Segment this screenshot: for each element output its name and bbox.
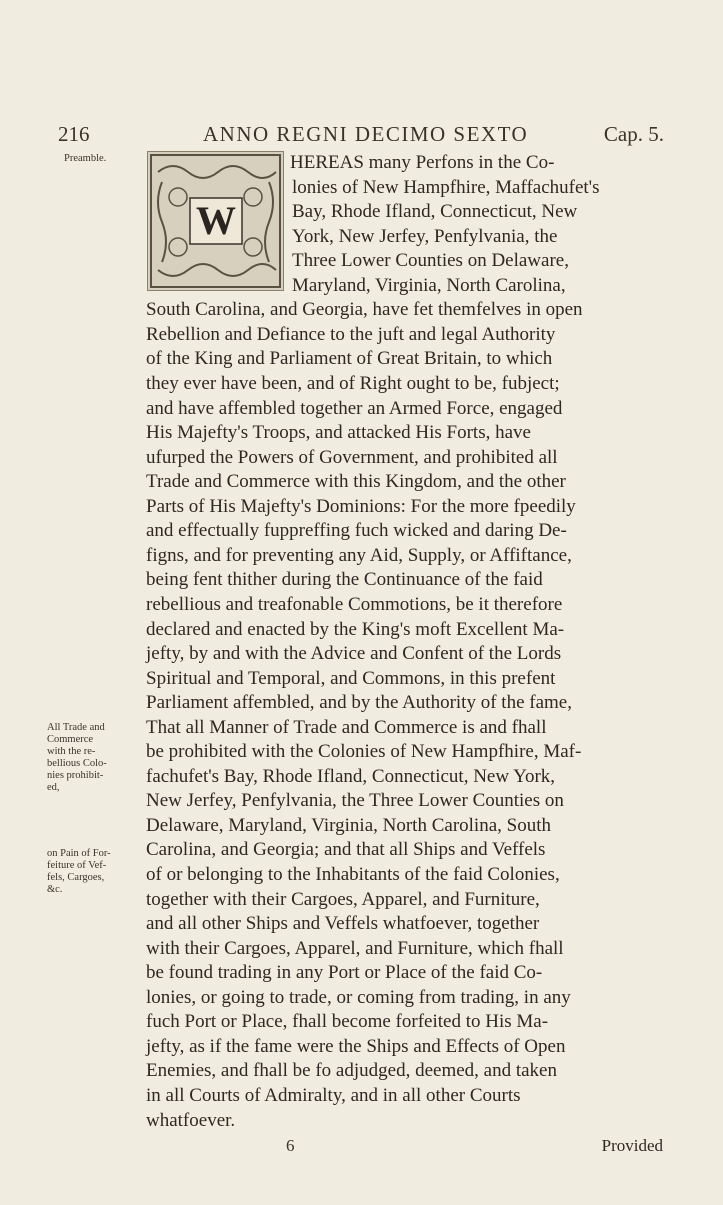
margin-note-forfeiture: on Pain of For- feiture of Vef- fels, Cargoes, &c. bbox=[47, 848, 111, 895]
text-line: Maryland, Virginia, North Carolina, bbox=[292, 274, 566, 296]
text-line: fuch Port or Place, fhall become forfeited to His Ma- bbox=[146, 1011, 549, 1033]
running-title: ANNO REGNI DECIMO SEXTO bbox=[203, 122, 529, 146]
text-line: Bay, Rhode Ifland, Connecticut, New bbox=[292, 201, 578, 223]
text-line: figns, and for preventing any Aid, Supply, or Affiftance, bbox=[146, 544, 572, 566]
text-line: jefty, as if the fame were the Ships and Effects of Open bbox=[146, 1035, 566, 1057]
text-line: Carolina, and Georgia; and that all Ships and Veffels bbox=[146, 839, 546, 861]
margin-note-preamble: Preamble. bbox=[64, 153, 107, 164]
text-line: be prohibited with the Colonies of New Hampfhire, Maf- bbox=[146, 741, 582, 763]
margin-note-trade-prohibited: All Trade and Commerce with the re- bellious Colo- nies prohibit- ed, bbox=[47, 722, 107, 793]
text-line: ufurped the Powers of Government, and prohibited all bbox=[146, 446, 558, 468]
text-line: lonies of New Hampfhire, Maffachufet's bbox=[292, 176, 600, 198]
text-line: HEREAS many Perfons in the Co- bbox=[290, 152, 555, 173]
text-line: be found trading in any Port or Place of the faid Co- bbox=[146, 962, 543, 984]
text-line: Three Lower Counties on Delaware, bbox=[292, 250, 569, 272]
decorated-initial-icon bbox=[147, 151, 284, 291]
text-line: fachufet's Bay, Rhode Ifland, Connecticut, New York, bbox=[146, 765, 556, 787]
text-line: New Jerfey, Penfylvania, the Three Lower Counties on bbox=[146, 790, 564, 812]
text-line: in all Courts of Admiralty, and in all other Courts bbox=[146, 1084, 521, 1106]
text-line: with their Cargoes, Apparel, and Furniture, which fhall bbox=[146, 937, 564, 959]
text-line: Parliament affembled, and by the Authority of the fame, bbox=[146, 692, 572, 714]
text-line: Enemies, and fhall be fo adjudged, deemed, and taken bbox=[146, 1060, 557, 1082]
text-line: South Carolina, and Georgia, have fet themfelves in open bbox=[146, 299, 583, 321]
text-line: rebellious and treafonable Commotions, be it therefore bbox=[146, 593, 563, 615]
text-line: Trade and Commerce with this Kingdom, and the other bbox=[146, 471, 566, 493]
text-line: jefty, by and with the Advice and Confent of the Lords bbox=[146, 643, 562, 664]
chapter-number: Cap. 5. bbox=[603, 122, 664, 146]
text-line: Spiritual and Temporal, and Commons, in this prefent bbox=[146, 667, 556, 689]
text-line: declared and enacted by the King's moft Excellent Ma- bbox=[146, 618, 565, 640]
svg-text:W: W bbox=[196, 198, 236, 243]
text-line: and effectually fuppreffing fuch wicked and daring De- bbox=[146, 520, 567, 542]
text-line: That all Manner of Trade and Commerce is and fhall bbox=[146, 716, 547, 738]
text-line: Parts of His Majefty's Dominions: For the more fpeedily bbox=[146, 495, 576, 517]
text-line: and all other Ships and Veffels whatfoever, together bbox=[146, 913, 540, 935]
text-line: of or belonging to the Inhabitants of the faid Colonies, bbox=[146, 864, 560, 885]
text-line: lonies, or going to trade, or coming from trading, in any bbox=[146, 986, 571, 1008]
text-line: being fent thither during the Continuance of the faid bbox=[146, 569, 543, 591]
catchword: Provided bbox=[601, 1136, 663, 1155]
text-line: York, New Jerfey, Penfylvania, the bbox=[292, 225, 558, 247]
text-line: and have affembled together an Armed Force, engaged bbox=[146, 397, 563, 419]
text-line: Rebellion and Defiance to the juft and legal Authority bbox=[146, 323, 556, 345]
running-header bbox=[58, 122, 664, 150]
text-line: they ever have been, and of Right ought to be, fubject; bbox=[146, 373, 560, 394]
text-line: whatfoever. bbox=[146, 1109, 236, 1131]
text-line: together with their Cargoes, Apparel, and Furniture, bbox=[146, 888, 540, 910]
signature-mark: 6 bbox=[286, 1136, 295, 1155]
text-line: His Majefty's Troops, and attacked His Forts, have bbox=[146, 422, 531, 444]
page-number: 216 bbox=[58, 122, 90, 146]
text-line: Delaware, Maryland, Virginia, North Carolina, South bbox=[146, 814, 551, 836]
text-line: of the King and Parliament of Great Britain, to which bbox=[146, 348, 553, 370]
